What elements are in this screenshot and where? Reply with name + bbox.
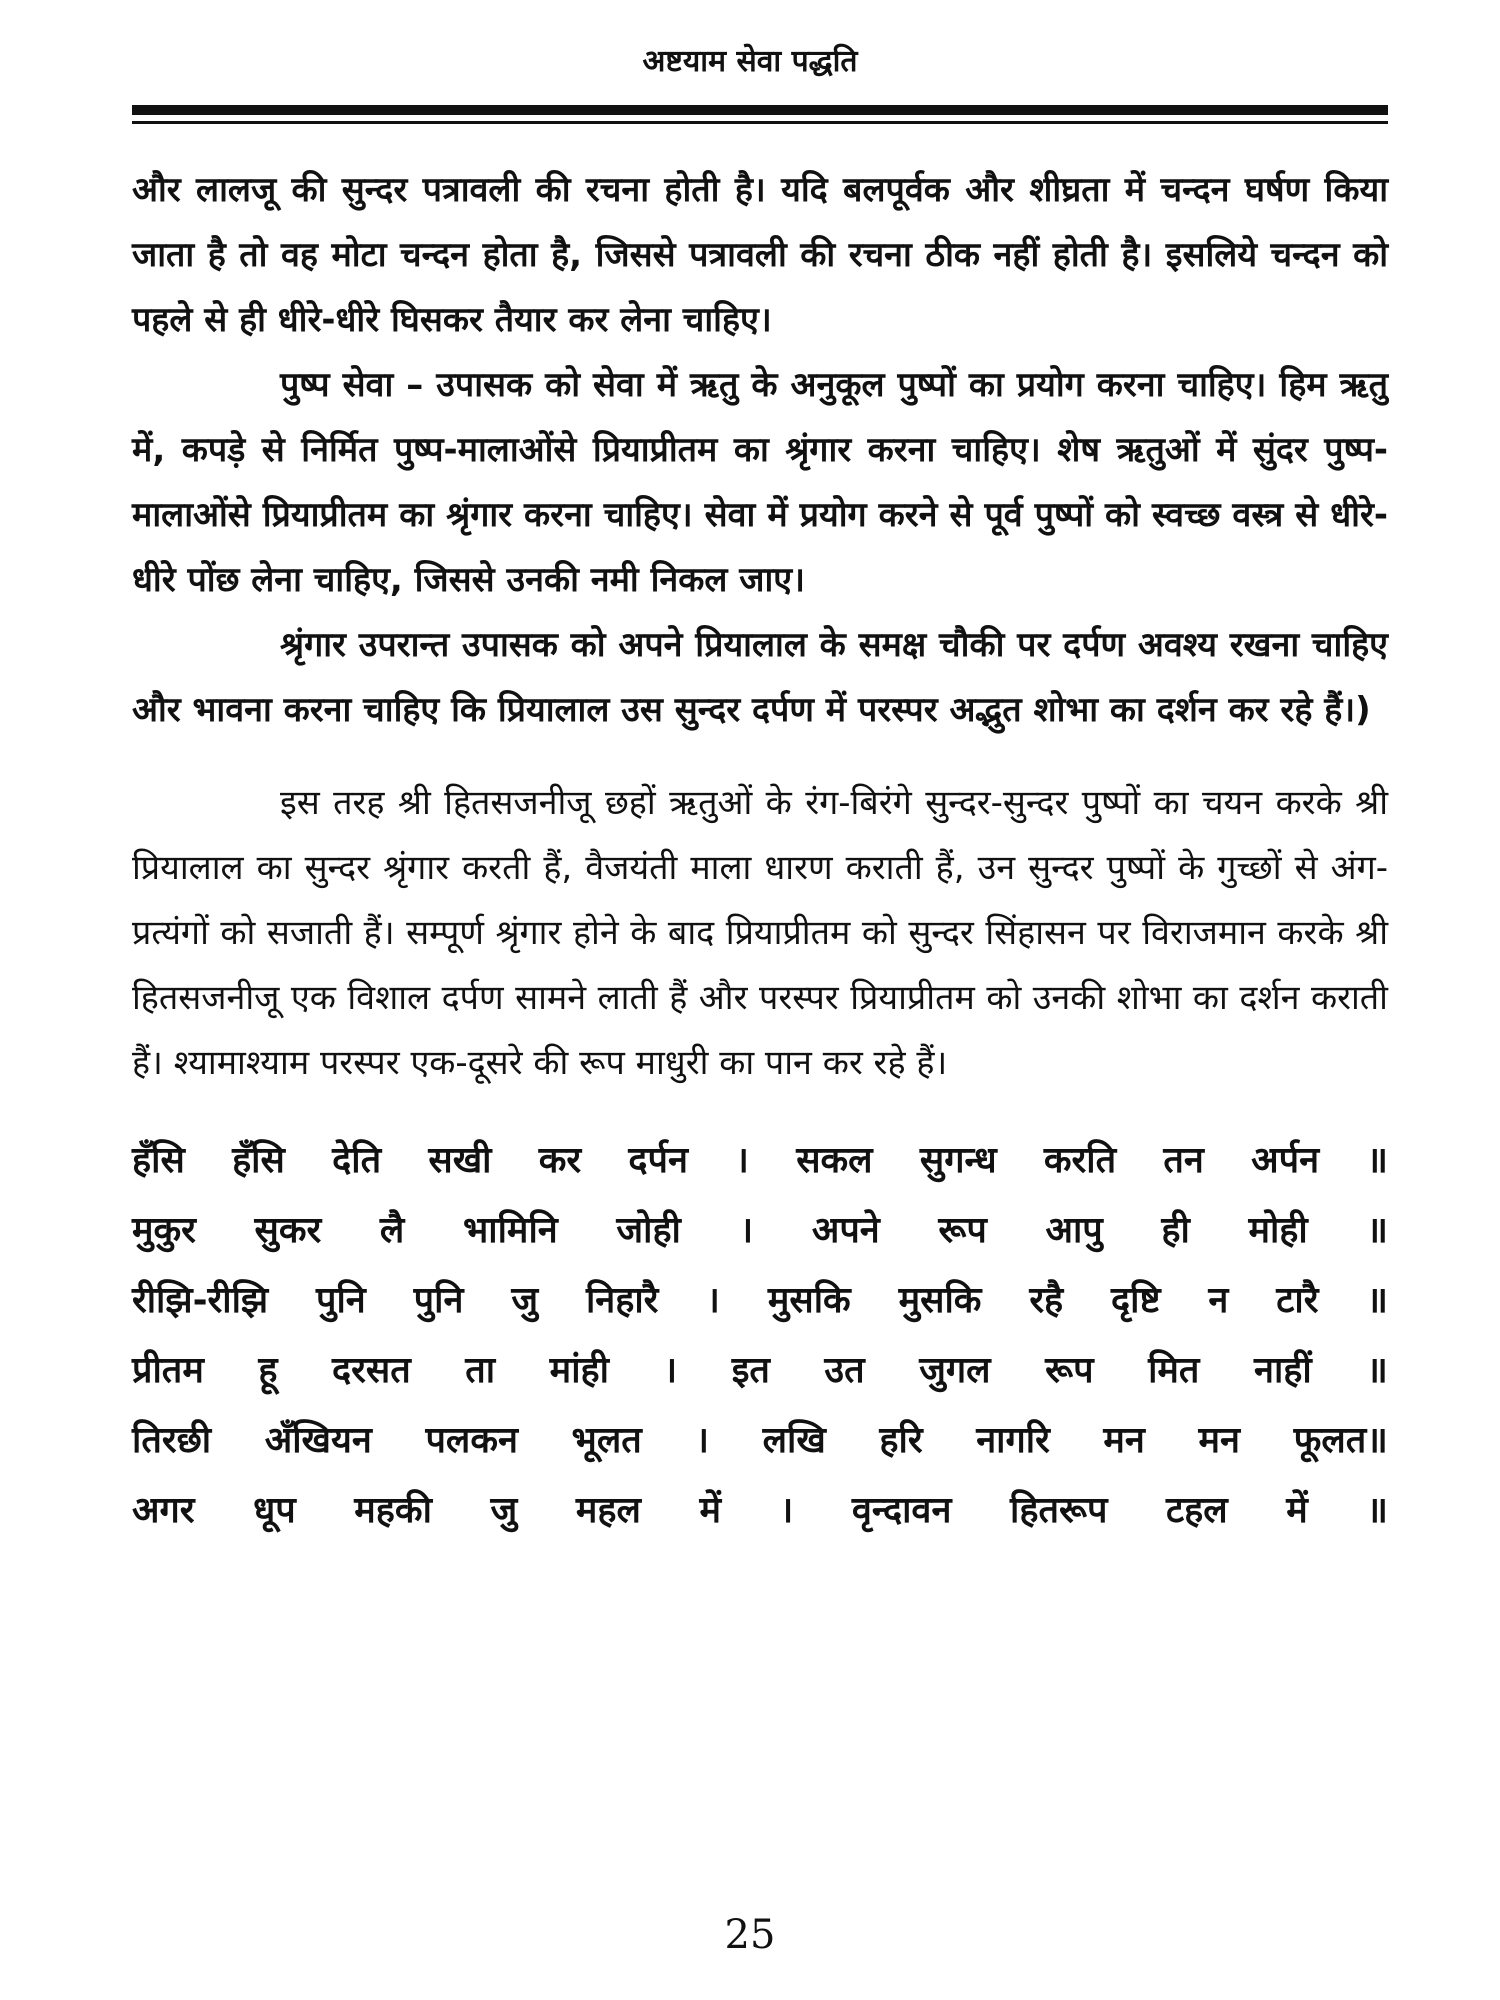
verse-word: ॥ xyxy=(1366,1140,1388,1181)
running-head-title: अष्टयाम सेवा पद्धति xyxy=(642,44,858,79)
verse-word: हँसि xyxy=(132,1140,185,1181)
verse-word: सुकर xyxy=(254,1210,322,1251)
page-number: 25 xyxy=(724,1912,776,1958)
verse-word: ॥ xyxy=(1366,1280,1388,1321)
verse-word: हरि xyxy=(879,1420,923,1461)
verse-word: अगर xyxy=(132,1490,195,1531)
verse-line xyxy=(132,1196,1388,1266)
verse-word: ॥ xyxy=(1366,1210,1388,1251)
verse-word: ता xyxy=(465,1350,496,1391)
verse-word: हितरूप xyxy=(1010,1490,1108,1531)
verse-word: अँखियन xyxy=(264,1420,372,1461)
verse-word: धूप xyxy=(253,1490,296,1531)
verse-word: महल xyxy=(575,1490,641,1531)
verse-word: में xyxy=(1286,1490,1308,1531)
verse-word: । xyxy=(739,1210,754,1251)
verse-word: हँसि xyxy=(232,1140,285,1181)
verse-word: मुसकि xyxy=(898,1280,982,1321)
verse-word: मुसकि xyxy=(767,1280,851,1321)
verse-word: । xyxy=(706,1280,720,1321)
verse-word: भामिनि xyxy=(462,1210,558,1251)
verse-word: रूप xyxy=(1045,1350,1094,1391)
verse-word: पुनि xyxy=(316,1280,366,1321)
verse-word: में xyxy=(699,1490,721,1531)
verse-word: कर xyxy=(538,1140,582,1181)
verse-word: रूप xyxy=(938,1210,987,1251)
verse-word: प्रीतम xyxy=(132,1350,204,1391)
verse-word: मन xyxy=(1103,1420,1145,1461)
verse-word: मुकुर xyxy=(132,1210,196,1251)
verse-word: रीझि-रीझि xyxy=(132,1280,269,1321)
header-rule-thick xyxy=(132,105,1388,115)
verse-word: उत xyxy=(824,1350,865,1391)
verse-word: महकी xyxy=(354,1490,432,1531)
verse-line xyxy=(132,1126,1388,1196)
verse-word: मोही xyxy=(1248,1210,1308,1251)
verse-word: पुनि xyxy=(413,1280,464,1321)
verse-word: आपु xyxy=(1045,1210,1103,1251)
verse-word: जु xyxy=(490,1490,518,1531)
verse-word: मांही xyxy=(549,1350,609,1391)
verse-word: लखि xyxy=(762,1420,826,1461)
verse-word: । xyxy=(695,1420,710,1461)
verse-line xyxy=(132,1476,1388,1546)
verse-word: नागरि xyxy=(976,1420,1050,1461)
verse-block xyxy=(132,1126,1388,1546)
verse-word: तन xyxy=(1163,1140,1204,1181)
verse-word: । xyxy=(735,1140,749,1181)
verse-word: इत xyxy=(731,1350,770,1391)
verse-word: निहारै xyxy=(585,1280,659,1321)
verse-word: सकल xyxy=(796,1140,873,1181)
verse-line xyxy=(132,1266,1388,1336)
verse-word: दरसत xyxy=(332,1350,411,1391)
verse-word: लै xyxy=(379,1210,405,1251)
verse-word: मित xyxy=(1148,1350,1200,1391)
verse-word: रहै xyxy=(1029,1280,1064,1321)
verse-word: जुगल xyxy=(919,1350,991,1391)
verse-word: जु xyxy=(511,1280,539,1321)
verse-word: सखी xyxy=(428,1140,492,1181)
verse-word: ही xyxy=(1161,1210,1190,1251)
verse-word: ॥ xyxy=(1366,1350,1388,1391)
verse-word: ॥ xyxy=(1366,1490,1388,1531)
header-rule-thin xyxy=(132,121,1388,124)
paragraph-shringar-darpan: श्रृंगार उपरान्त उपासक को अपने प्रियालाल के समक्ष चौकी पर दर्पण अवश्य रखना चाहिए और भावना करना चाहिए कि प्रियालाल उस सुन्दर दर्पण में परस्पर अद्भुत शोभा का दर्शन कर रहे हैं।) xyxy=(132,625,1388,730)
verse-word: नाहीं xyxy=(1253,1350,1312,1391)
verse-word: तिरछी xyxy=(132,1420,212,1461)
verse-word: अपने xyxy=(811,1210,880,1251)
verse-word: दृष्टि xyxy=(1111,1280,1161,1321)
verse-word: भूलत xyxy=(571,1420,642,1461)
verse-line xyxy=(132,1336,1388,1406)
verse-word: दर्पन xyxy=(628,1140,688,1181)
verse-word: न xyxy=(1208,1280,1229,1321)
verse-word: जोही xyxy=(616,1210,681,1251)
verse-word: टहल xyxy=(1166,1490,1228,1531)
page-body xyxy=(132,158,1388,1546)
paragraph-chandan: और लालजू की सुन्दर पत्रावली की रचना होती है। यदि बलपूर्वक और शीघ्रता में चन्दन घर्षण किया जाता है तो वह मोटा चन्दन होता है, जिससे पत्रावली की रचना ठीक नहीं होती है। इसलिये चन्दन को पहले से ही धीरे-धीरे घिसकर तैयार कर लेना चाहिए। xyxy=(132,170,1388,340)
verse-word: वृन्दावन xyxy=(851,1490,952,1531)
verse-word: सुगन्ध xyxy=(919,1140,997,1181)
verse-word: हू xyxy=(258,1350,278,1391)
verse-word: करति xyxy=(1043,1140,1117,1181)
verse-word: अर्पन xyxy=(1251,1140,1320,1181)
verse-word: फूलत॥ xyxy=(1293,1420,1388,1461)
verse-word: । xyxy=(779,1490,794,1531)
verse-word: टारै xyxy=(1276,1280,1319,1321)
verse-line xyxy=(132,1406,1388,1476)
verse-word: । xyxy=(663,1350,678,1391)
paragraph-pushp-seva: पुष्प सेवा – उपासक को सेवा में ऋतु के अनुकूल पुष्पों का प्रयोग करना चाहिए। हिम ऋतु में, कपड़े से निर्मित पुष्प-मालाओंसे प्रियाप्रीतम का श्रृंगार करना चाहिए। शेष ऋतुओं में सुंदर पुष्प-मालाओंसे प्रियाप्रीतम का श्रृंगार करना चाहिए। सेवा में प्रयोग करने से पूर्व पुष्पों को स्वच्छ वस्त्र से धीरे-धीरे पोंछ लेना चाहिए, जिससे उनकी नमी निकल जाए। xyxy=(132,365,1388,600)
verse-word: देति xyxy=(332,1140,382,1181)
verse-word: मन xyxy=(1198,1420,1241,1461)
paragraph-narrative: इस तरह श्री हितसजनीजू छहों ऋतुओं के रंग-बिरंगे सुन्दर-सुन्दर पुष्पों का चयन करके श्री प्रियालाल का सुन्दर श्रृंगार करती हैं, वैजयंती माला धारण कराती हैं, उन सुन्दर पुष्पों के गुच्छों से अंग-प्रत्यंगों को सजाती हैं। सम्पूर्ण श्रृंगार होने के बाद प्रियाप्रीतम को सुन्दर सिंहासन पर विराजमान करके श्री हितसजनीजू एक विशाल दर्पण सामने लाती हैं और परस्पर प्रियाप्रीतम को उनकी शोभा का दर्शन कराती हैं। श्यामाश्याम परस्पर एक-दूसरे की रूप माधुरी का पान कर रहे हैं। xyxy=(132,783,1389,1083)
verse-word: पलकन xyxy=(425,1420,518,1461)
